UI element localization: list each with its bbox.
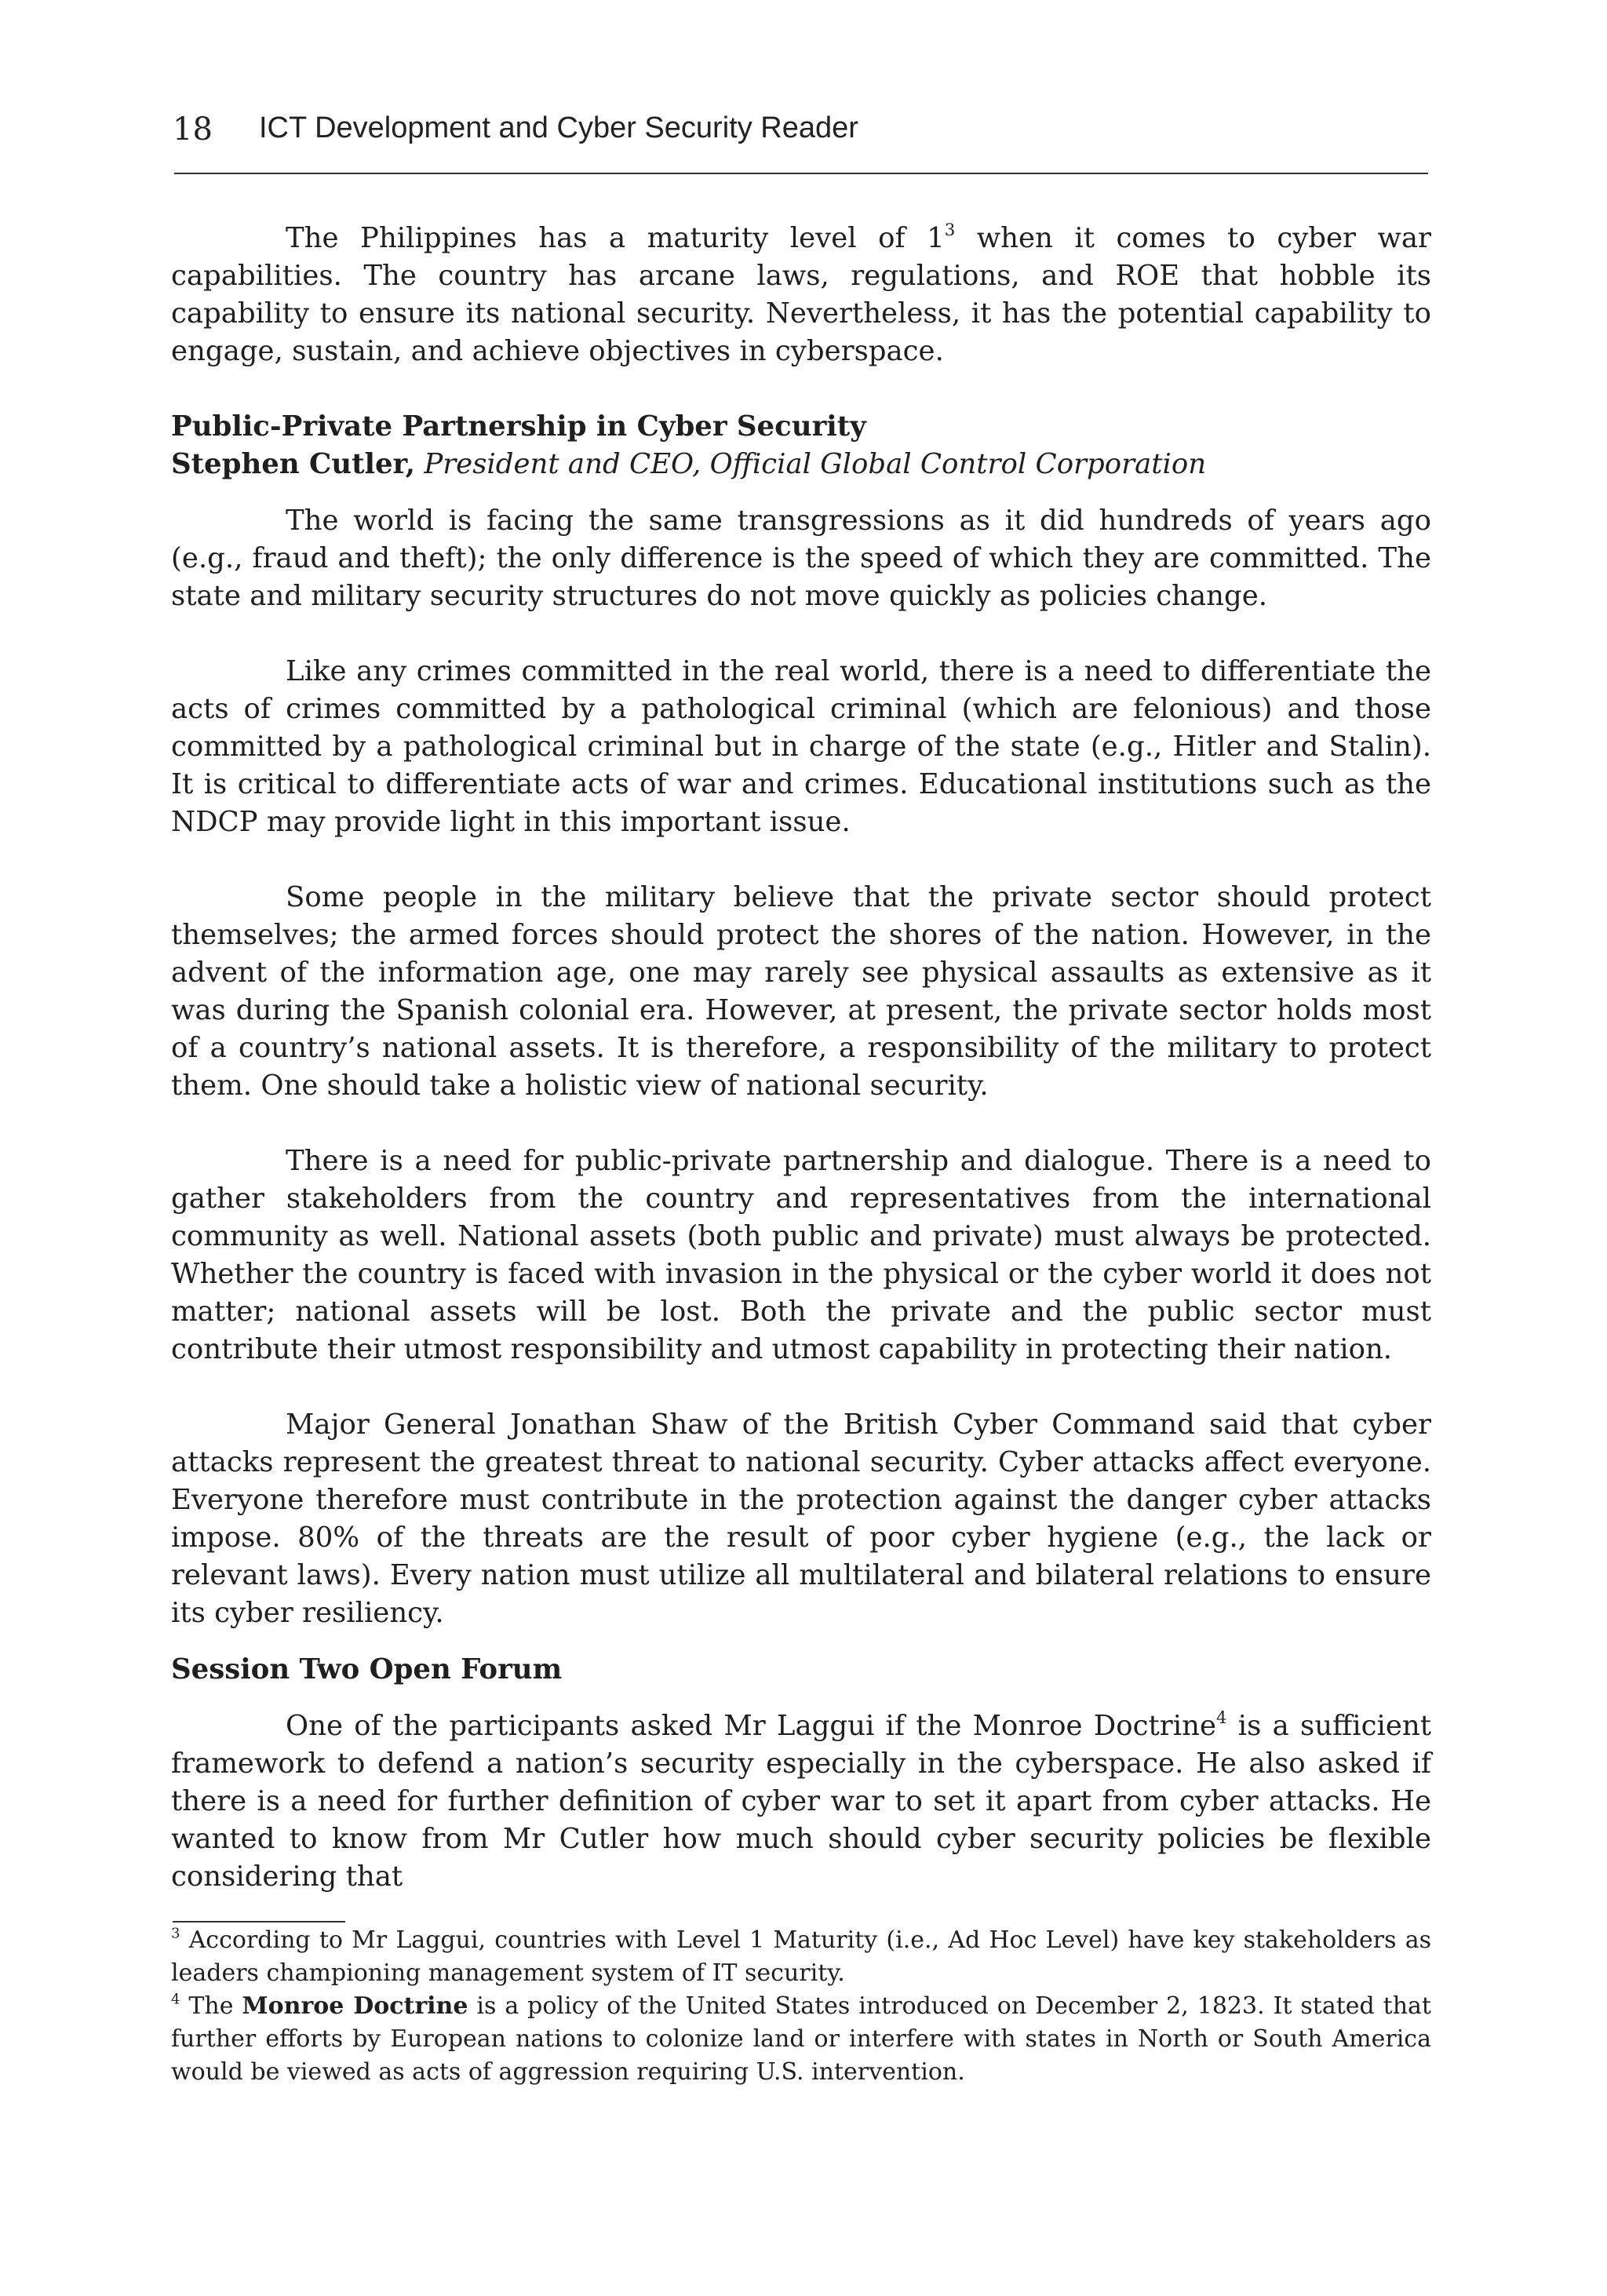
header-divider <box>174 173 1428 174</box>
forum-paragraph: One of the participants asked Mr Laggui if the Monroe Doctrine$^4$ is a sufficient framework to defend a nation’s security especially in the cyberspace. He also asked if there is a need for further definition of cyber war to set it apart from cyber attacks. He wanted to know from Mr Cutler how much should cyber security policies be flexible considering that <box>171 1708 1432 1893</box>
page-number: 18 <box>173 111 213 148</box>
footnote-ref-4: 4 <box>1215 1708 1227 1729</box>
ppp-heading-block <box>171 408 1431 483</box>
footnote-term: Monroe Doctrine <box>242 1992 468 2020</box>
running-title: ICT Development and Cyber Security Reader <box>259 111 858 144</box>
ppp-paragraph: There is a need for public-private partnership and dialogue. There is a need to gather stakeholders from the country and representatives from the international community as well. National assets (both public and private) must always be protected. Whether the country is faced with invasion in the physical or the cyber world it does not matter; national assets will be lost. Both the private and the public sector must contribute their utmost responsibility and utmost capability in protecting their nation. <box>171 1145 1431 1365</box>
ppp-paragraph: Like any crimes committed in the real world, there is a need to differentiate the acts of crimes committed by a pathological criminal (which are felonious) and those committed by a pathological criminal but in charge of the state (e.g., Hitler and Stalin). It is critical to differentiate acts of war and crimes. Educational institutions such as the NDCP may provide light in this important issue. <box>171 655 1431 838</box>
intro-paragraph: The Philippines has a maturity level of $1^3$ when it comes to cyber war capabilities. The country has arcane laws, regulations, and ROE that hobble its capability to ensure its national security. Nevertheless, it has the potential capability to engage, sustain, and achieve objectives in cyberspace. <box>171 220 1431 367</box>
body-text <box>171 220 1431 1896</box>
speaker-name: Stephen Cutler, <box>171 448 416 480</box>
footnote-ref-3: 3 <box>944 220 956 241</box>
speaker-byline <box>171 446 1431 483</box>
ppp-paragraph: Some people in the military believe that the private sector should protect themselves; the armed forces should protect the shores of the nation. However, in the advent of the information age, one may rarely see physical assaults as extensive as it was during the Spanish colonial era. However, at present, the private sector holds most of a country’s national assets. It is therefore, a responsibility of the military to protect them. One should take a holistic view of national security. <box>171 881 1431 1102</box>
ppp-paragraph: The world is facing the same transgressions as it did hundreds of years ago (e.g., fraud and theft); the only difference is the speed of which they are committed. The state and military security structures do not move quickly as policies change. <box>171 505 1431 612</box>
footnotes <box>171 1924 1431 2089</box>
footnote-4: $^4$ The Monroe Doctrine is a policy of the United States introduced on December 2, 1823. It stated that further efforts by European nations to colonize land or interfere with states in North or South America would be viewed as acts of aggression requiring U.S. intervention. <box>171 1991 1431 2086</box>
footnote-marker: 3 <box>171 1925 180 1942</box>
speaker-role: President and CEO, Official Global Control Corporation <box>424 448 1207 480</box>
page-header <box>173 108 1428 155</box>
ppp-paragraph: Major General Jonathan Shaw of the British Cyber Command said that cyber attacks represent the greatest threat to national security. Cyber attacks affect everyone. Everyone therefore must contribute in the protection against the danger cyber attacks impose. 80% of the threats are the result of poor cyber hygiene (e.g., the lack or relevant laws). Every nation must utilize all multilateral and bilateral relations to ensure its cyber resiliency. <box>171 1409 1431 1629</box>
section-heading-ppp: Public-Private Partnership in Cyber Security <box>171 410 866 443</box>
footnote-divider <box>173 1921 345 1922</box>
footnote-marker: 4 <box>171 1991 180 2008</box>
footnote-3: $^3$ According to Mr Laggui, countries with Level 1 Maturity (i.e., Ad Hoc Level) have key stakeholders as leaders championing management system of IT security. <box>171 1925 1431 1987</box>
section-heading-forum: Session Two Open Forum <box>171 1653 563 1686</box>
